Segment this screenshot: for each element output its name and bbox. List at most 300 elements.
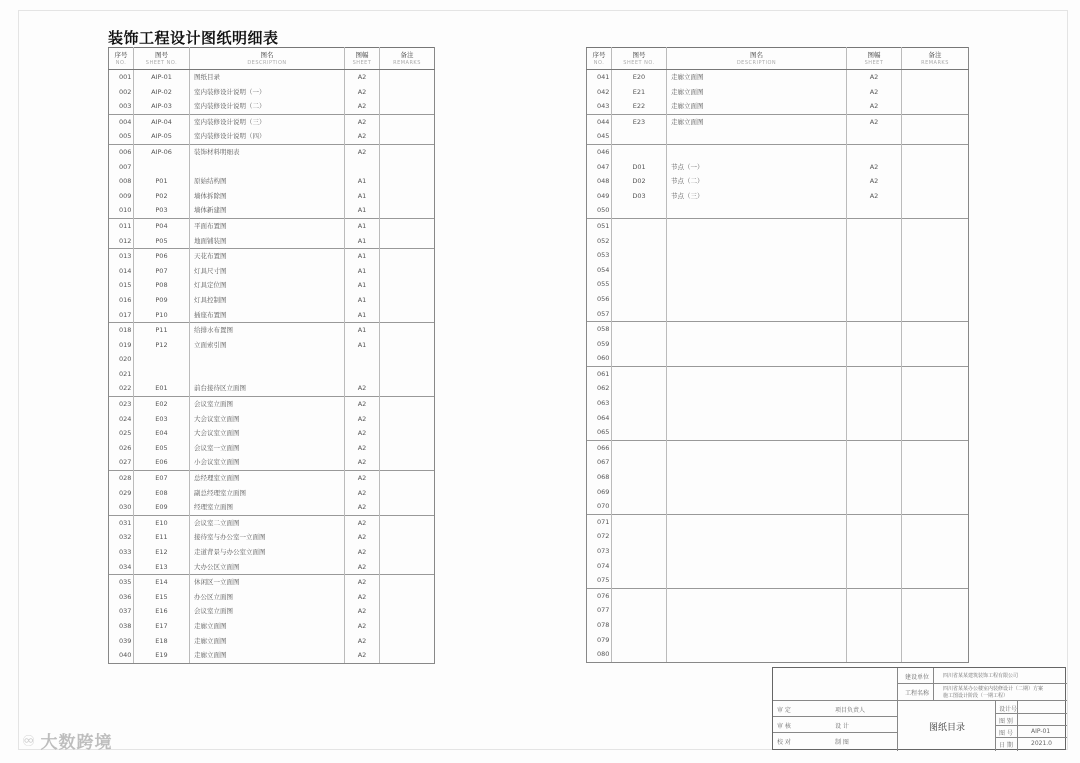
row-drawing-name: [190, 367, 345, 382]
row-remark: [380, 575, 435, 590]
row-remark: [380, 293, 435, 308]
header-sheet-no: 图号 SHEET NO.: [134, 48, 190, 70]
row-sheet-size: [847, 411, 902, 426]
row-sheet-no: E06: [134, 455, 190, 470]
row-number: 015: [109, 278, 134, 293]
row-remark: [902, 396, 969, 411]
row-remark: [902, 248, 969, 263]
row-drawing-name: [667, 381, 847, 396]
row-sheet-size: [847, 514, 902, 529]
row-sheet-size: A2: [345, 486, 380, 501]
table-row: [587, 514, 969, 529]
row-remark: [380, 278, 435, 293]
row-drawing-name: 走道背景与办公室立面图: [190, 545, 345, 560]
row-drawing-name: [667, 618, 847, 633]
table-row: [109, 278, 435, 293]
row-sheet-no: AIP-05: [134, 129, 190, 144]
row-sheet-no: E12: [134, 545, 190, 560]
row-number: 020: [109, 352, 134, 367]
row-remark: [902, 203, 969, 218]
row-sheet-no: [612, 440, 667, 455]
row-number: 001: [109, 70, 134, 85]
row-remark: [902, 588, 969, 603]
row-sheet-no: AIP-01: [134, 70, 190, 85]
row-number: 043: [587, 99, 612, 114]
row-remark: [380, 99, 435, 114]
row-sheet-size: [847, 292, 902, 307]
client-label: 建设单位: [905, 674, 930, 681]
table-row: [587, 366, 969, 381]
row-sheet-no: P09: [134, 293, 190, 308]
row-drawing-name: 插座布置图: [190, 308, 345, 323]
row-remark: [902, 514, 969, 529]
row-sheet-size: A2: [345, 634, 380, 649]
row-sheet-no: [612, 499, 667, 514]
row-number: 066: [587, 440, 612, 455]
row-remark: [380, 174, 435, 189]
row-sheet-no: E02: [134, 397, 190, 412]
row-sheet-no: E18: [134, 634, 190, 649]
row-remark: [380, 648, 435, 663]
row-drawing-name: 灯具尺寸图: [190, 264, 345, 279]
row-sheet-size: A1: [345, 189, 380, 204]
row-remark: [380, 471, 435, 486]
row-drawing-name: 给排水布置图: [190, 323, 345, 338]
row-remark: [902, 647, 969, 662]
row-sheet-size: A1: [345, 174, 380, 189]
row-drawing-name: [667, 440, 847, 455]
row-number: 071: [587, 514, 612, 529]
row-drawing-name: [667, 485, 847, 500]
row-sheet-size: [345, 367, 380, 382]
row-number: 004: [109, 114, 134, 129]
table-row: [587, 573, 969, 588]
page-title: 装饰工程设计图纸明细表: [108, 29, 279, 47]
row-drawing-name: [667, 277, 847, 292]
row-drawing-name: 室内装修设计说明（三）: [190, 114, 345, 129]
row-drawing-name: [667, 218, 847, 233]
row-sheet-no: [612, 573, 667, 588]
row-sheet-size: A2: [345, 575, 380, 590]
row-number: 040: [109, 648, 134, 663]
table-row: [109, 500, 435, 515]
row-sheet-no: E01: [134, 381, 190, 396]
row-sheet-size: A1: [345, 203, 380, 218]
row-remark: [380, 129, 435, 144]
row-number: 061: [587, 366, 612, 381]
row-number: 023: [109, 397, 134, 412]
row-number: 019: [109, 338, 134, 353]
table-row: [587, 307, 969, 322]
row-drawing-name: [667, 396, 847, 411]
table-row: [587, 337, 969, 352]
row-sheet-size: [847, 499, 902, 514]
table-row: [587, 85, 969, 100]
row-sheet-size: A2: [345, 129, 380, 144]
row-sheet-size: A1: [345, 293, 380, 308]
row-remark: [902, 144, 969, 159]
row-remark: [902, 455, 969, 470]
table-row: [587, 455, 969, 470]
row-sheet-no: [612, 647, 667, 662]
row-remark: [380, 367, 435, 382]
row-number: 011: [109, 218, 134, 233]
row-drawing-name: 会议室一立面图: [190, 441, 345, 456]
table-row: [587, 381, 969, 396]
row-remark: [902, 218, 969, 233]
row-sheet-size: A2: [345, 560, 380, 575]
row-drawing-name: 办公区立面图: [190, 590, 345, 605]
row-remark: [902, 425, 969, 440]
row-remark: [902, 633, 969, 648]
row-drawing-name: 走廊立面图: [667, 114, 847, 129]
row-number: 016: [109, 293, 134, 308]
row-sheet-no: [612, 337, 667, 352]
row-remark: [902, 263, 969, 278]
row-sheet-size: A2: [345, 515, 380, 530]
table-row: [109, 545, 435, 560]
row-number: 006: [109, 144, 134, 159]
drawing-list-table-left: [108, 47, 435, 664]
row-sheet-size: [847, 337, 902, 352]
table-row: [587, 633, 969, 648]
row-sheet-no: [612, 129, 667, 144]
row-sheet-no: E08: [134, 486, 190, 501]
row-remark: [380, 397, 435, 412]
row-drawing-name: [667, 514, 847, 529]
row-sheet-no: [612, 234, 667, 249]
row-remark: [902, 189, 969, 204]
table-row: [587, 129, 969, 144]
table-row: [109, 412, 435, 427]
row-sheet-no: D02: [612, 174, 667, 189]
drawing-list-table-right: [586, 47, 969, 663]
row-sheet-no: E13: [134, 560, 190, 575]
row-sheet-no: [612, 277, 667, 292]
row-drawing-name: 室内装修设计说明（一）: [190, 85, 345, 100]
row-sheet-size: A2: [847, 174, 902, 189]
row-sheet-size: [847, 263, 902, 278]
row-sheet-size: [847, 485, 902, 500]
row-remark: [902, 351, 969, 366]
table-row: [109, 70, 435, 85]
row-drawing-name: 节点（一）: [667, 160, 847, 175]
row-remark: [902, 307, 969, 322]
draw-label: 制 图: [835, 739, 849, 746]
table-row: [109, 234, 435, 249]
row-number: 079: [587, 633, 612, 648]
row-sheet-size: [847, 129, 902, 144]
row-number: 047: [587, 160, 612, 175]
row-number: 050: [587, 203, 612, 218]
table-row: [109, 515, 435, 530]
row-sheet-size: A2: [345, 590, 380, 605]
row-drawing-name: 灯具控制图: [190, 293, 345, 308]
table-row: [587, 544, 969, 559]
row-sheet-no: [612, 351, 667, 366]
row-sheet-no: E22: [612, 99, 667, 114]
row-number: 022: [109, 381, 134, 396]
row-drawing-name: [667, 470, 847, 485]
row-drawing-name: 会议室立面图: [190, 397, 345, 412]
row-number: 072: [587, 529, 612, 544]
row-drawing-name: 装饰材料明细表: [190, 144, 345, 159]
row-sheet-no: [612, 633, 667, 648]
row-drawing-name: 大会议室立面图: [190, 412, 345, 427]
row-sheet-no: P11: [134, 323, 190, 338]
row-drawing-name: [667, 263, 847, 278]
row-remark: [380, 590, 435, 605]
row-drawing-name: 墙体拆除图: [190, 189, 345, 204]
row-drawing-name: 副总经理室立面图: [190, 486, 345, 501]
row-remark: [380, 441, 435, 456]
row-remark: [380, 560, 435, 575]
row-sheet-size: [345, 160, 380, 175]
row-remark: [380, 249, 435, 264]
table-row: [587, 425, 969, 440]
row-sheet-no: E14: [134, 575, 190, 590]
row-remark: [902, 440, 969, 455]
row-remark: [380, 530, 435, 545]
header-no: 序号 NO.: [587, 48, 612, 70]
row-drawing-name: [667, 559, 847, 574]
row-drawing-name: 会议室立面图: [190, 604, 345, 619]
row-number: 052: [587, 234, 612, 249]
table-row: [109, 85, 435, 100]
row-number: 074: [587, 559, 612, 574]
row-sheet-no: P08: [134, 278, 190, 293]
row-sheet-size: [847, 366, 902, 381]
row-sheet-no: E03: [134, 412, 190, 427]
table-row: [587, 559, 969, 574]
row-number: 002: [109, 85, 134, 100]
row-remark: [902, 160, 969, 175]
row-drawing-name: [667, 647, 847, 662]
row-sheet-no: [612, 588, 667, 603]
row-sheet-size: A1: [345, 264, 380, 279]
row-sheet-no: E07: [134, 471, 190, 486]
row-remark: [380, 264, 435, 279]
table-row: [109, 471, 435, 486]
row-sheet-no: [134, 160, 190, 175]
table-row: [587, 174, 969, 189]
row-sheet-size: A1: [345, 308, 380, 323]
row-drawing-name: [667, 337, 847, 352]
table-row: [109, 249, 435, 264]
row-drawing-name: 地面铺装图: [190, 234, 345, 249]
row-sheet-size: A1: [345, 234, 380, 249]
row-sheet-size: [847, 351, 902, 366]
table-row: [109, 397, 435, 412]
row-sheet-no: [612, 366, 667, 381]
row-sheet-size: A2: [847, 160, 902, 175]
row-sheet-size: [847, 234, 902, 249]
row-sheet-size: A2: [345, 648, 380, 663]
table-row: [109, 160, 435, 175]
row-number: 062: [587, 381, 612, 396]
row-number: 031: [109, 515, 134, 530]
field-date-label: 日 期: [999, 742, 1013, 749]
table-row: [587, 588, 969, 603]
table-row: [587, 292, 969, 307]
table-row: [587, 529, 969, 544]
row-sheet-no: [134, 352, 190, 367]
row-number: 078: [587, 618, 612, 633]
row-sheet-no: E10: [134, 515, 190, 530]
row-drawing-name: 立面索引图: [190, 338, 345, 353]
row-number: 075: [587, 573, 612, 588]
row-drawing-name: [667, 573, 847, 588]
row-number: 044: [587, 114, 612, 129]
row-number: 051: [587, 218, 612, 233]
header-remark: 备注 REMARKS: [380, 48, 435, 70]
table-row: [587, 248, 969, 263]
table-row: [587, 322, 969, 337]
row-remark: [380, 203, 435, 218]
row-sheet-size: [847, 588, 902, 603]
row-drawing-name: 走廊立面图: [667, 85, 847, 100]
table-row: [109, 648, 435, 663]
row-drawing-name: 走廊立面图: [190, 634, 345, 649]
title-block: [772, 667, 1066, 750]
row-number: 067: [587, 455, 612, 470]
table-row: [109, 530, 435, 545]
row-sheet-size: A2: [847, 85, 902, 100]
table-row: [587, 189, 969, 204]
table-row: [109, 455, 435, 470]
row-sheet-no: [612, 544, 667, 559]
row-drawing-name: 原始结构图: [190, 174, 345, 189]
table-row: [587, 470, 969, 485]
row-sheet-no: [612, 455, 667, 470]
table-row: [109, 129, 435, 144]
row-drawing-name: [667, 129, 847, 144]
row-sheet-no: P01: [134, 174, 190, 189]
row-sheet-no: E11: [134, 530, 190, 545]
row-remark: [380, 634, 435, 649]
design-label: 设 计: [835, 723, 849, 730]
row-sheet-size: A2: [847, 70, 902, 85]
row-sheet-no: E21: [612, 85, 667, 100]
field-project-no: 设计号: [999, 706, 1018, 713]
row-sheet-no: [612, 203, 667, 218]
row-drawing-name: 接待室与办公室一立面图: [190, 530, 345, 545]
row-remark: [380, 426, 435, 441]
row-number: 073: [587, 544, 612, 559]
row-drawing-name: [667, 322, 847, 337]
row-number: 046: [587, 144, 612, 159]
row-sheet-size: A2: [345, 604, 380, 619]
row-drawing-name: 室内装修设计说明（二）: [190, 99, 345, 114]
row-sheet-no: [612, 381, 667, 396]
row-sheet-size: A2: [345, 381, 380, 396]
row-sheet-no: AIP-02: [134, 85, 190, 100]
row-drawing-name: 图纸目录: [190, 70, 345, 85]
row-number: 030: [109, 500, 134, 515]
row-drawing-name: 走廊立面图: [190, 619, 345, 634]
row-drawing-name: 经理室立面图: [190, 500, 345, 515]
row-remark: [380, 85, 435, 100]
row-drawing-name: [667, 366, 847, 381]
table-row: [587, 70, 969, 85]
table-row: [109, 575, 435, 590]
row-drawing-name: 总经理室立面图: [190, 471, 345, 486]
row-remark: [380, 338, 435, 353]
row-number: 069: [587, 485, 612, 500]
row-sheet-no: [612, 618, 667, 633]
row-number: 033: [109, 545, 134, 560]
row-drawing-name: [667, 234, 847, 249]
table-row: [109, 426, 435, 441]
table-row: [109, 352, 435, 367]
row-sheet-no: P02: [134, 189, 190, 204]
table-row: [587, 234, 969, 249]
row-remark: [380, 234, 435, 249]
row-sheet-size: A2: [345, 426, 380, 441]
row-number: 026: [109, 441, 134, 456]
table-row: [587, 114, 969, 129]
row-drawing-name: [190, 352, 345, 367]
row-sheet-size: A2: [345, 530, 380, 545]
row-remark: [902, 618, 969, 633]
row-drawing-name: 会议室二立面图: [190, 515, 345, 530]
row-sheet-size: A2: [847, 99, 902, 114]
header-name: 图名 DESCRIPTION: [190, 48, 345, 70]
row-sheet-size: [847, 396, 902, 411]
row-sheet-no: [612, 396, 667, 411]
row-number: 014: [109, 264, 134, 279]
row-sheet-size: A2: [345, 500, 380, 515]
row-sheet-no: E04: [134, 426, 190, 441]
project-value-line2: 施工图设计阶段（一期工程）: [943, 693, 1009, 699]
row-sheet-no: P03: [134, 203, 190, 218]
field-stage: 图 别: [999, 718, 1013, 725]
row-sheet-size: A2: [345, 412, 380, 427]
row-sheet-size: [847, 633, 902, 648]
table-row: [109, 189, 435, 204]
row-sheet-size: A2: [345, 455, 380, 470]
row-remark: [902, 470, 969, 485]
row-sheet-size: A2: [345, 99, 380, 114]
row-sheet-size: [847, 307, 902, 322]
project-value-line1: 四川省某某办公楼室内装修设计（二期）方案: [943, 686, 1044, 692]
row-remark: [380, 323, 435, 338]
row-sheet-no: P10: [134, 308, 190, 323]
row-number: 055: [587, 277, 612, 292]
row-remark: [902, 485, 969, 500]
row-remark: [902, 277, 969, 292]
row-number: 018: [109, 323, 134, 338]
row-remark: [380, 412, 435, 427]
row-drawing-name: [667, 248, 847, 263]
table-row: [109, 114, 435, 129]
table-row: [587, 396, 969, 411]
table-row: [109, 293, 435, 308]
row-drawing-name: 节点（二）: [667, 174, 847, 189]
row-sheet-no: AIP-04: [134, 114, 190, 129]
row-number: 007: [109, 160, 134, 175]
row-drawing-name: 平面布置图: [190, 218, 345, 233]
row-drawing-name: 走廊立面图: [667, 70, 847, 85]
row-number: 041: [587, 70, 612, 85]
table-row: [109, 338, 435, 353]
row-drawing-name: [667, 203, 847, 218]
row-sheet-no: [612, 411, 667, 426]
table-row: [109, 144, 435, 159]
row-sheet-no: [612, 603, 667, 618]
row-number: 042: [587, 85, 612, 100]
row-remark: [380, 604, 435, 619]
